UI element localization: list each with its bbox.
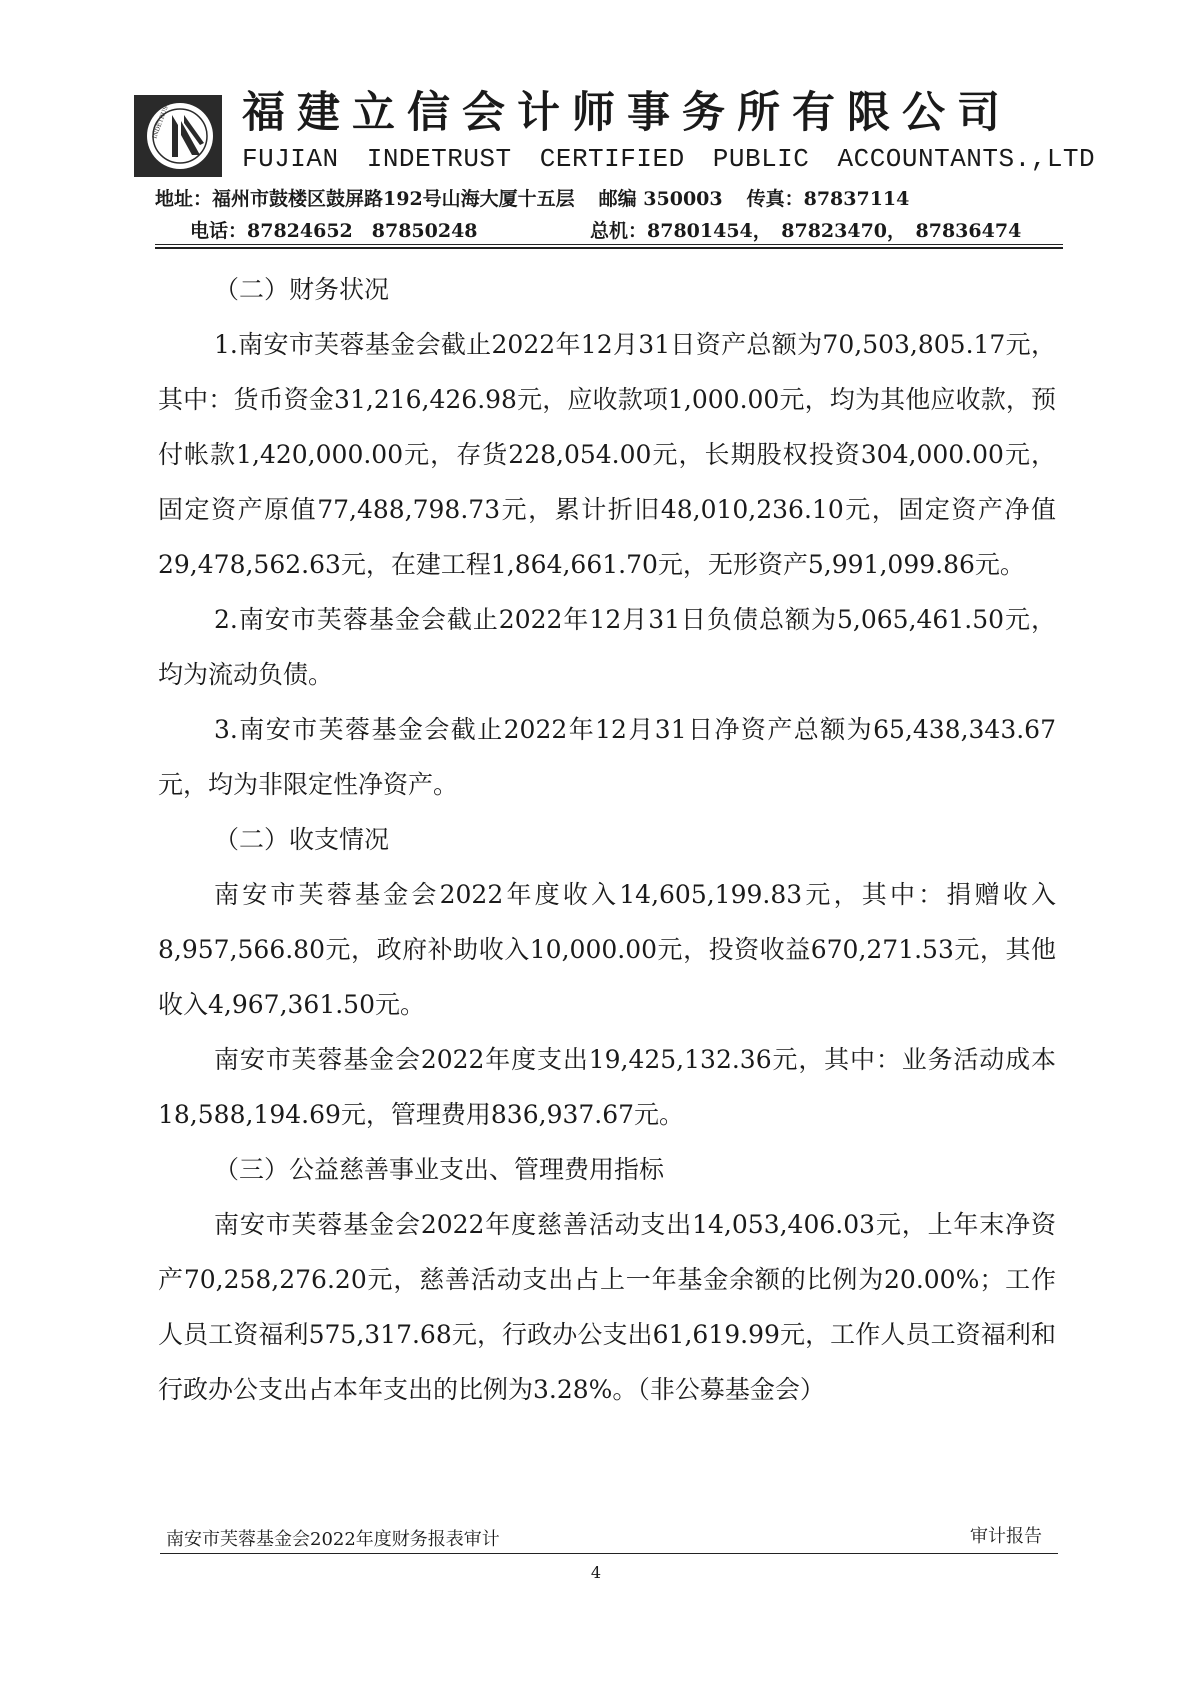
paragraph-total-liabilities: 2.南安市芙蓉基金会截止2022年12月31日负债总额为5,065,461.50元，均为流动负债。 [158, 605, 1056, 689]
firm-name-english: FUJIAN INDETRUST CERTIFIED PUBLIC ACCOUNTANTS.,LTD [242, 144, 1096, 174]
paragraph-charity-expenditure: 南安市芙蓉基金会2022年度慈善活动支出14,053,406.03元，上年末净资产70,258,276.20元，慈善活动支出占上一年基金余额的比例为20.00%；工作人员工资福利575,317.68元，行政办公支出61,619.99元，工作人员工资福利和行政办公支出占本年支出的比例为3.28%。（非公募基金会） [158, 1210, 1056, 1404]
footer-report-type: 审计报告 [970, 1526, 1042, 1547]
phone: 电话：87824652 87850248 [190, 220, 478, 242]
logo-text: INDETRUST [151, 101, 172, 140]
header-divider [155, 244, 1063, 245]
switchboard: 总机：87801454， 87823470， 87836474 [590, 220, 1022, 242]
header-divider-thick [155, 247, 1063, 249]
phone-line [190, 218, 1060, 244]
paragraph-expenditure: 南安市芙蓉基金会2022年度支出19,425,132.36元，其中：业务活动成本18,588,194.69元，管理费用836,937.67元。 [158, 1045, 1056, 1129]
report-body [158, 262, 1056, 1417]
footer-report-title: 南安市芙蓉基金会2022年度财务报表审计 [166, 1529, 500, 1550]
firm-logo-icon [134, 95, 222, 177]
paragraph-net-assets: 3.南安市芙蓉基金会截止2022年12月31日净资产总额为65,438,343.67元，均为非限定性净资产。 [158, 715, 1056, 799]
firm-name-chinese: 福建立信会计师事务所有限公司 [242, 88, 1012, 138]
paragraph-total-assets: 1.南安市芙蓉基金会截止2022年12月31日资产总额为70,503,805.17元，其中：货币资金31,216,426.98元，应收款项1,000.00元，均为其他应收款，预付帐款1,420,000.00元，存货228,054.00元，长期股权投资304,000.00元，固定资产原值77,488,798.73元，累计折旧48,010,236.10元，固定资产净值29,478,562.63元，在建工程1,864,661.70元，无形资产5,991,099.86元。 [158, 330, 1056, 579]
fax: 传真：87837114 [746, 188, 910, 210]
page-number: 4 [590, 1563, 602, 1582]
postcode: 邮编 350003 [598, 188, 723, 210]
footer-divider [160, 1553, 1058, 1554]
section-heading-financial-status: （二）财务状况 [214, 275, 390, 304]
section-heading-income-expense: （二）收支情况 [214, 825, 390, 854]
address-line [155, 186, 1055, 212]
paragraph-income: 南安市芙蓉基金会2022年度收入14,605,199.83元，其中：捐赠收入8,957,566.80元，政府补助收入10,000.00元，投资收益670,271.53元，其他收入4,967,361.50元。 [158, 880, 1056, 1019]
address: 地址：福州市鼓楼区鼓屏路192号山海大厦十五层 [155, 188, 575, 210]
section-heading-charity-indicators: （三）公益慈善事业支出、管理费用指标 [214, 1155, 665, 1184]
